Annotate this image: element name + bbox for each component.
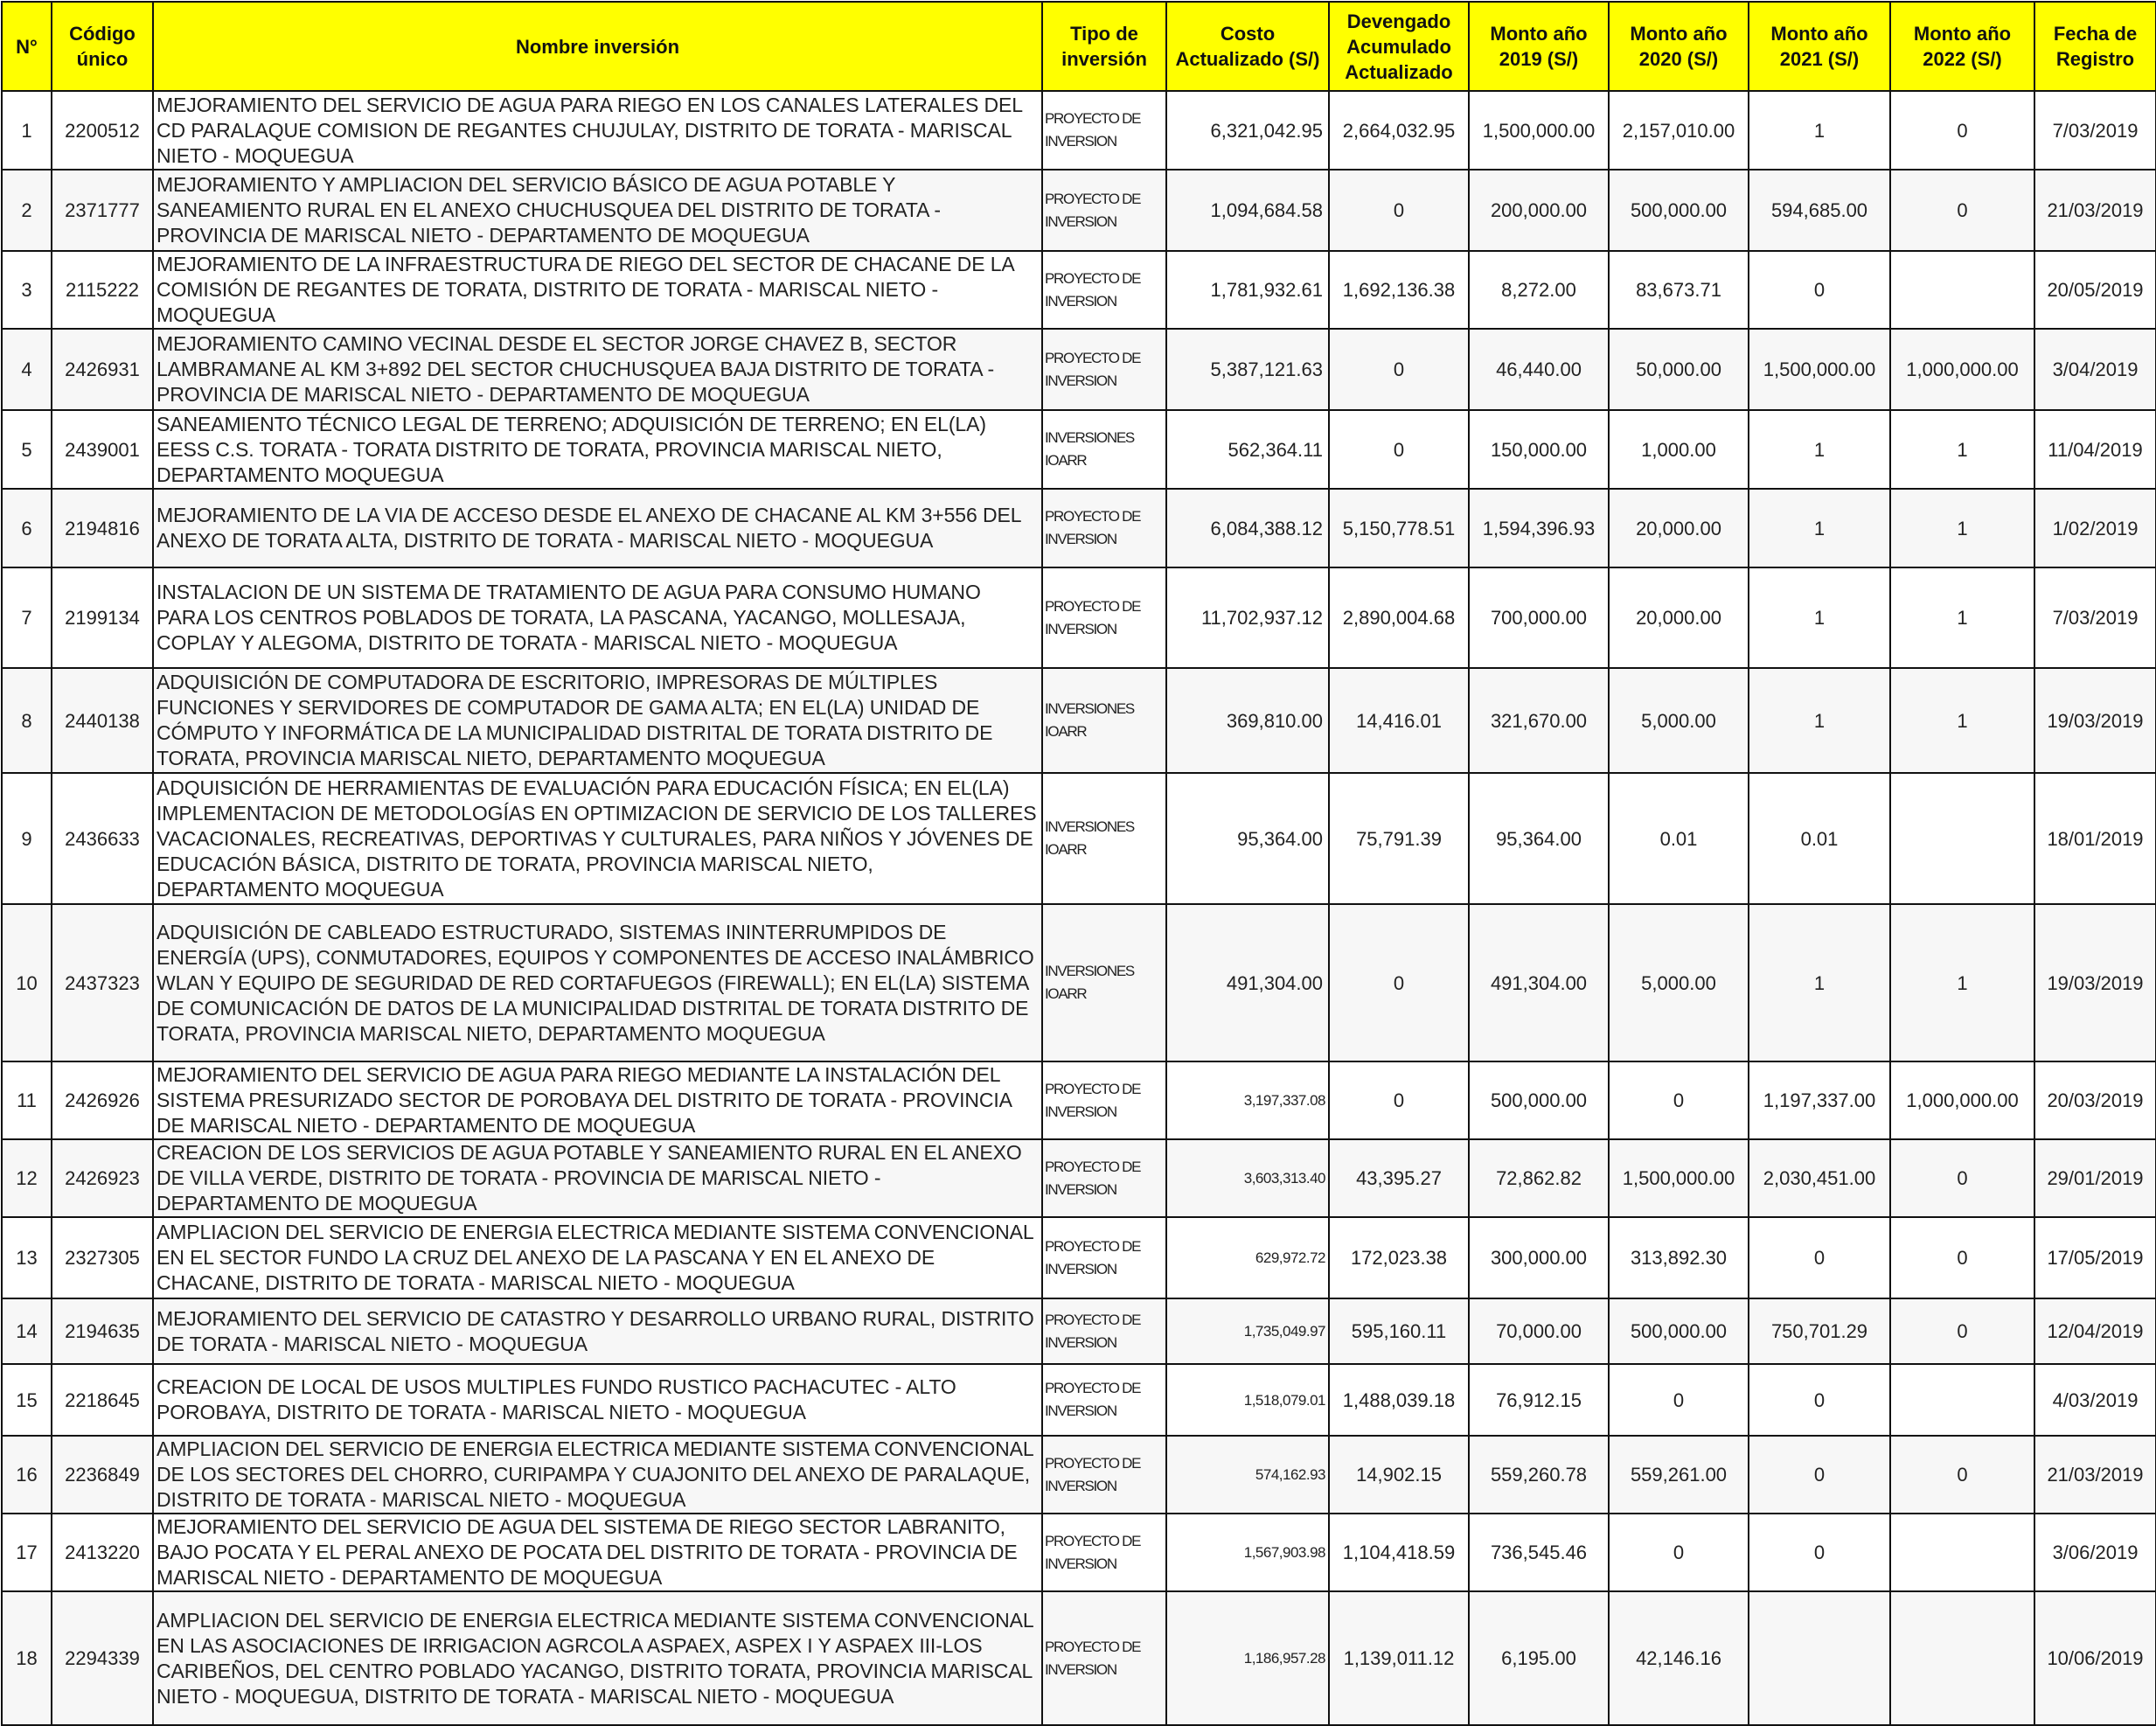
cell-devengado: 0 [1329,329,1469,410]
cell-devengado: 1,488,039.18 [1329,1364,1469,1436]
cell-nombre: MEJORAMIENTO DEL SERVICIO DE AGUA PARA RIEGO EN LOS CANALES LATERALES DEL CD PARALAQUE COMISION DE REGANTES CHUJULAY, DISTRITO DE TORATA - MARISCAL NIETO - MOQUEGUA [153,91,1042,170]
cell-tipo: PROYECTO DE INVERSION [1042,1061,1166,1139]
cell-codigo: 2426926 [52,1061,153,1139]
cell-fecha: 3/06/2019 [2034,1514,2156,1591]
cell-n: 10 [2,904,52,1061]
cell-n: 18 [2,1591,52,1725]
cell-monto-2019: 500,000.00 [1469,1061,1609,1139]
cell-monto-2021: 1 [1749,489,1890,567]
cell-fecha: 1/02/2019 [2034,489,2156,567]
cell-monto-2022: 1 [1890,567,2034,668]
cell-monto-2020: 50,000.00 [1609,329,1749,410]
cell-tipo: PROYECTO DE INVERSION [1042,1591,1166,1725]
cell-devengado: 0 [1329,1061,1469,1139]
cell-fecha: 7/03/2019 [2034,91,2156,170]
table-row [2,773,2156,904]
header-monto-2020: Monto año 2020 (S/) [1609,2,1749,91]
cell-costo: 369,810.00 [1166,668,1329,773]
cell-monto-2020: 1,500,000.00 [1609,1139,1749,1217]
table-row [2,410,2156,489]
cell-codigo: 2200512 [52,91,153,170]
cell-devengado: 14,416.01 [1329,668,1469,773]
cell-costo: 6,084,388.12 [1166,489,1329,567]
cell-tipo: PROYECTO DE INVERSION [1042,567,1166,668]
cell-nombre: MEJORAMIENTO CAMINO VECINAL DESDE EL SECTOR JORGE CHAVEZ B, SECTOR LAMBRAMANE AL KM 3+892 DEL SECTOR CHUCHUSQUEA BAJA DISTRITO DE TORATA - PROVINCIA DE MARISCAL NIETO - DEPARTAMENTO DE MOQUEGUA [153,329,1042,410]
cell-fecha: 19/03/2019 [2034,668,2156,773]
cell-tipo: INVERSIONES IOARR [1042,668,1166,773]
cell-n: 3 [2,251,52,329]
cell-devengado: 595,160.11 [1329,1298,1469,1364]
cell-fecha: 7/03/2019 [2034,567,2156,668]
cell-monto-2020: 42,146.16 [1609,1591,1749,1725]
cell-codigo: 2294339 [52,1591,153,1725]
cell-monto-2020: 0 [1609,1061,1749,1139]
table-row [2,1061,2156,1139]
cell-fecha: 4/03/2019 [2034,1364,2156,1436]
cell-n: 8 [2,668,52,773]
header-devengado: Devengado Acumulado Actualizado [1329,2,1469,91]
cell-nombre: MEJORAMIENTO DE LA INFRAESTRUCTURA DE RIEGO DEL SECTOR DE CHACANE DE LA COMISIÓN DE REGANTES DE TORATA, DISTRITO DE TORATA - MARISCAL NIETO - MOQUEGUA [153,251,1042,329]
table-row [2,329,2156,410]
cell-tipo: PROYECTO DE INVERSION [1042,1436,1166,1514]
cell-monto-2022 [1890,1591,2034,1725]
cell-monto-2019: 150,000.00 [1469,410,1609,489]
cell-monto-2019: 491,304.00 [1469,904,1609,1061]
table-row [2,170,2156,251]
cell-monto-2021: 1 [1749,904,1890,1061]
cell-monto-2021: 1,197,337.00 [1749,1061,1890,1139]
cell-fecha: 20/03/2019 [2034,1061,2156,1139]
cell-tipo: INVERSIONES IOARR [1042,904,1166,1061]
cell-monto-2019: 46,440.00 [1469,329,1609,410]
cell-monto-2019: 1,594,396.93 [1469,489,1609,567]
table-row [2,1364,2156,1436]
cell-devengado: 0 [1329,904,1469,1061]
cell-codigo: 2436633 [52,773,153,904]
cell-monto-2020: 0 [1609,1514,1749,1591]
cell-costo: 629,972.72 [1166,1217,1329,1298]
cell-costo: 562,364.11 [1166,410,1329,489]
cell-fecha: 21/03/2019 [2034,1436,2156,1514]
cell-monto-2020: 5,000.00 [1609,904,1749,1061]
cell-monto-2020: 20,000.00 [1609,489,1749,567]
cell-monto-2022 [1890,1364,2034,1436]
table-row [2,1298,2156,1364]
cell-nombre: AMPLIACION DEL SERVICIO DE ENERGIA ELECTRICA MEDIANTE SISTEMA CONVENCIONAL EN EL SECTOR FUNDO LA CRUZ DEL ANEXO DE LA PASCANA Y EN EL ANEXO DE CHACANE, DISTRITO DE TORATA - MARISCAL NIETO - MOQUEGUA [153,1217,1042,1298]
header-nombre: Nombre inversión [153,2,1042,91]
cell-monto-2021: 594,685.00 [1749,170,1890,251]
investments-table [1,1,2156,1726]
cell-tipo: PROYECTO DE INVERSION [1042,1217,1166,1298]
table-row [2,1139,2156,1217]
cell-monto-2022: 1 [1890,668,2034,773]
cell-devengado: 75,791.39 [1329,773,1469,904]
cell-tipo: PROYECTO DE INVERSION [1042,91,1166,170]
cell-devengado: 2,664,032.95 [1329,91,1469,170]
cell-monto-2020: 0.01 [1609,773,1749,904]
header-codigo: Código único [52,2,153,91]
cell-tipo: PROYECTO DE INVERSION [1042,329,1166,410]
cell-n: 14 [2,1298,52,1364]
cell-codigo: 2413220 [52,1514,153,1591]
cell-monto-2022: 1 [1890,904,2034,1061]
cell-tipo: PROYECTO DE INVERSION [1042,1139,1166,1217]
cell-codigo: 2199134 [52,567,153,668]
cell-monto-2020: 2,157,010.00 [1609,91,1749,170]
cell-monto-2022: 0 [1890,1139,2034,1217]
table-row [2,1436,2156,1514]
cell-tipo: PROYECTO DE INVERSION [1042,1514,1166,1591]
cell-devengado: 1,139,011.12 [1329,1591,1469,1725]
cell-codigo: 2194635 [52,1298,153,1364]
cell-fecha: 3/04/2019 [2034,329,2156,410]
cell-monto-2021: 0 [1749,1514,1890,1591]
cell-n: 6 [2,489,52,567]
cell-monto-2019: 95,364.00 [1469,773,1609,904]
cell-codigo: 2218645 [52,1364,153,1436]
cell-costo: 11,702,937.12 [1166,567,1329,668]
cell-devengado: 14,902.15 [1329,1436,1469,1514]
cell-monto-2021: 1 [1749,91,1890,170]
cell-tipo: PROYECTO DE INVERSION [1042,489,1166,567]
cell-nombre: MEJORAMIENTO DEL SERVICIO DE AGUA DEL SISTEMA DE RIEGO SECTOR LABRANITO, BAJO POCATA Y EL PERAL ANEXO DE POCATA DEL DISTRITO DE TORATA - PROVINCIA DE MARISCAL NIETO - DEPARTAMENTO DE MOQUEGUA [153,1514,1042,1591]
cell-tipo: INVERSIONES IOARR [1042,773,1166,904]
cell-fecha: 29/01/2019 [2034,1139,2156,1217]
cell-monto-2019: 559,260.78 [1469,1436,1609,1514]
table-row [2,251,2156,329]
cell-nombre: AMPLIACION DEL SERVICIO DE ENERGIA ELECTRICA MEDIANTE SISTEMA CONVENCIONAL EN LAS ASOCIACIONES DE IRRIGACION AGRCOLA ASPAEX, ASPEX I Y ASPAEX III-LOS CARIBEÑOS, DEL CENTRO POBLADO YACANGO, DISTRITO TORATA, PROVINCIA MARISCAL NIETO - MOQUEGUA, DISTRITO DE TORATA - MARISCAL NIETO - MOQUEGUA [153,1591,1042,1725]
table-row [2,91,2156,170]
cell-monto-2022: 1 [1890,489,2034,567]
header-fecha: Fecha de Registro [2034,2,2156,91]
cell-devengado: 1,692,136.38 [1329,251,1469,329]
table-row [2,489,2156,567]
header-monto-2022: Monto año 2022 (S/) [1890,2,2034,91]
cell-nombre: ADQUISICIÓN DE COMPUTADORA DE ESCRITORIO, IMPRESORAS DE MÚLTIPLES FUNCIONES Y SERVIDORES DE COMPUTADOR DE GAMA ALTA; EN EL(LA) UNIDAD DE CÓMPUTO Y INFORMÁTICA DE LA MUNICIPALIDAD DISTRITAL DE TORATA DISTRITO DE TORATA, PROVINCIA MARISCAL NIETO, DEPARTAMENTO MOQUEGUA [153,668,1042,773]
cell-tipo: PROYECTO DE INVERSION [1042,251,1166,329]
cell-costo: 1,094,684.58 [1166,170,1329,251]
cell-codigo: 2426923 [52,1139,153,1217]
cell-monto-2022 [1890,1514,2034,1591]
cell-monto-2019: 70,000.00 [1469,1298,1609,1364]
cell-costo: 1,567,903.98 [1166,1514,1329,1591]
cell-monto-2022 [1890,773,2034,904]
cell-n: 5 [2,410,52,489]
table-row [2,668,2156,773]
cell-devengado: 43,395.27 [1329,1139,1469,1217]
cell-devengado: 1,104,418.59 [1329,1514,1469,1591]
cell-n: 17 [2,1514,52,1591]
cell-monto-2022: 0 [1890,1217,2034,1298]
cell-fecha: 20/05/2019 [2034,251,2156,329]
table-row [2,567,2156,668]
cell-nombre: SANEAMIENTO TÉCNICO LEGAL DE TERRENO; ADQUISICIÓN DE TERRENO; EN EL(LA) EESS C.S. TORATA - TORATA DISTRITO DE TORATA, PROVINCIA MARISCAL NIETO, DEPARTAMENTO MOQUEGUA [153,410,1042,489]
header-row [2,2,2156,91]
cell-devengado: 172,023.38 [1329,1217,1469,1298]
cell-n: 16 [2,1436,52,1514]
cell-monto-2019: 321,670.00 [1469,668,1609,773]
cell-monto-2020: 500,000.00 [1609,170,1749,251]
cell-costo: 1,186,957.28 [1166,1591,1329,1725]
cell-nombre: CREACION DE LOS SERVICIOS DE AGUA POTABLE Y SANEAMIENTO RURAL EN EL ANEXO DE VILLA VERDE, DISTRITO DE TORATA - PROVINCIA DE MARISCAL NIETO - DEPARTAMENTO DE MOQUEGUA [153,1139,1042,1217]
cell-costo: 3,197,337.08 [1166,1061,1329,1139]
cell-nombre: CREACION DE LOCAL DE USOS MULTIPLES FUNDO RUSTICO PACHACUTEC - ALTO POROBAYA, DISTRITO DE TORATA - MARISCAL NIETO - MOQUEGUA [153,1364,1042,1436]
cell-costo: 95,364.00 [1166,773,1329,904]
cell-devengado: 5,150,778.51 [1329,489,1469,567]
cell-monto-2022: 0 [1890,1298,2034,1364]
cell-monto-2021: 1 [1749,567,1890,668]
cell-n: 1 [2,91,52,170]
header-n: N° [2,2,52,91]
cell-costo: 491,304.00 [1166,904,1329,1061]
cell-monto-2020: 20,000.00 [1609,567,1749,668]
cell-tipo: PROYECTO DE INVERSION [1042,170,1166,251]
cell-codigo: 2440138 [52,668,153,773]
cell-n: 11 [2,1061,52,1139]
cell-codigo: 2439001 [52,410,153,489]
cell-n: 13 [2,1217,52,1298]
cell-nombre: MEJORAMIENTO DE LA VIA DE ACCESO DESDE EL ANEXO DE CHACANE AL KM 3+556 DEL ANEXO DE TORATA ALTA, DISTRITO DE TORATA - MARISCAL NIETO - MOQUEGUA [153,489,1042,567]
cell-costo: 6,321,042.95 [1166,91,1329,170]
cell-monto-2022: 1 [1890,410,2034,489]
table-row [2,904,2156,1061]
cell-devengado: 0 [1329,170,1469,251]
cell-monto-2020: 83,673.71 [1609,251,1749,329]
cell-monto-2020: 0 [1609,1364,1749,1436]
cell-costo: 1,518,079.01 [1166,1364,1329,1436]
cell-n: 7 [2,567,52,668]
cell-codigo: 2236849 [52,1436,153,1514]
cell-n: 15 [2,1364,52,1436]
cell-monto-2019: 700,000.00 [1469,567,1609,668]
cell-monto-2021: 1 [1749,410,1890,489]
cell-monto-2021: 0 [1749,1436,1890,1514]
cell-monto-2019: 8,272.00 [1469,251,1609,329]
cell-monto-2022: 0 [1890,1436,2034,1514]
cell-nombre: ADQUISICIÓN DE HERRAMIENTAS DE EVALUACIÓN PARA EDUCACIÓN FÍSICA; EN EL(LA) IMPLEMENTACION DE METODOLOGÍAS EN OPTIMIZACION DE SERVICIO DE LOS TALLERES VACACIONALES, RECREATIVAS, DEPORTIVAS Y CULTURALES, PARA NIÑOS Y JÓVENES DE EDUCACIÓN BÁSICA, DISTRITO DE TORATA, PROVINCIA MARISCAL NIETO, DEPARTAMENTO MOQUEGUA [153,773,1042,904]
cell-nombre: MEJORAMIENTO DEL SERVICIO DE AGUA PARA RIEGO MEDIANTE LA INSTALACIÓN DEL SISTEMA PRESURIZADO SECTOR DE POROBAYA DEL DISTRITO DE TORATA - PROVINCIA DE MARISCAL NIETO - DEPARTAMENTO DE MOQUEGUA [153,1061,1042,1139]
cell-monto-2021: 0 [1749,1217,1890,1298]
cell-codigo: 2115222 [52,251,153,329]
cell-n: 2 [2,170,52,251]
cell-costo: 1,735,049.97 [1166,1298,1329,1364]
cell-devengado: 2,890,004.68 [1329,567,1469,668]
cell-nombre: INSTALACION DE UN SISTEMA DE TRATAMIENTO DE AGUA PARA CONSUMO HUMANO PARA LOS CENTROS POBLADOS DE TORATA, LA PASCANA, YACANGO, MOLLESAJA, COPLAY Y ALEGOMA, DISTRITO DE TORATA - MARISCAL NIETO - MOQUEGUA [153,567,1042,668]
cell-monto-2021 [1749,1591,1890,1725]
cell-monto-2021: 2,030,451.00 [1749,1139,1890,1217]
cell-codigo: 2426931 [52,329,153,410]
cell-fecha: 19/03/2019 [2034,904,2156,1061]
cell-n: 4 [2,329,52,410]
cell-monto-2020: 1,000.00 [1609,410,1749,489]
cell-monto-2020: 5,000.00 [1609,668,1749,773]
cell-monto-2020: 313,892.30 [1609,1217,1749,1298]
cell-monto-2021: 1 [1749,668,1890,773]
table-row [2,1217,2156,1298]
header-monto-2019: Monto año 2019 (S/) [1469,2,1609,91]
header-tipo: Tipo de inversión [1042,2,1166,91]
cell-fecha: 12/04/2019 [2034,1298,2156,1364]
table-row [2,1591,2156,1725]
cell-monto-2019: 1,500,000.00 [1469,91,1609,170]
cell-codigo: 2371777 [52,170,153,251]
cell-codigo: 2327305 [52,1217,153,1298]
cell-monto-2019: 72,862.82 [1469,1139,1609,1217]
cell-monto-2020: 500,000.00 [1609,1298,1749,1364]
cell-fecha: 11/04/2019 [2034,410,2156,489]
cell-n: 9 [2,773,52,904]
cell-fecha: 10/06/2019 [2034,1591,2156,1725]
header-monto-2021: Monto año 2021 (S/) [1749,2,1890,91]
cell-nombre: AMPLIACION DEL SERVICIO DE ENERGIA ELECTRICA MEDIANTE SISTEMA CONVENCIONAL DE LOS SECTORES DEL CHORRO, CURIPAMPA Y CUAJONITO DEL ANEXO DE PARALAQUE, DISTRITO DE TORATA - MARISCAL NIETO - MOQUEGUA [153,1436,1042,1514]
cell-monto-2021: 750,701.29 [1749,1298,1890,1364]
cell-monto-2022: 1,000,000.00 [1890,329,2034,410]
cell-monto-2019: 736,545.46 [1469,1514,1609,1591]
cell-monto-2022: 1,000,000.00 [1890,1061,2034,1139]
cell-monto-2019: 200,000.00 [1469,170,1609,251]
cell-tipo: PROYECTO DE INVERSION [1042,1364,1166,1436]
cell-monto-2019: 76,912.15 [1469,1364,1609,1436]
cell-monto-2022 [1890,251,2034,329]
cell-nombre: MEJORAMIENTO Y AMPLIACION DEL SERVICIO BÁSICO DE AGUA POTABLE Y SANEAMIENTO RURAL EN EL ANEXO CHUCHUSQUEA DEL DISTRITO DE TORATA - PROVINCIA DE MARISCAL NIETO - DEPARTAMENTO DE MOQUEGUA [153,170,1042,251]
cell-monto-2021: 1,500,000.00 [1749,329,1890,410]
cell-tipo: PROYECTO DE INVERSION [1042,1298,1166,1364]
cell-fecha: 21/03/2019 [2034,170,2156,251]
cell-monto-2019: 6,195.00 [1469,1591,1609,1725]
cell-monto-2021: 0 [1749,1364,1890,1436]
cell-costo: 1,781,932.61 [1166,251,1329,329]
header-costo: Costo Actualizado (S/) [1166,2,1329,91]
cell-monto-2021: 0.01 [1749,773,1890,904]
cell-fecha: 17/05/2019 [2034,1217,2156,1298]
cell-costo: 574,162.93 [1166,1436,1329,1514]
cell-tipo: INVERSIONES IOARR [1042,410,1166,489]
cell-nombre: MEJORAMIENTO DEL SERVICIO DE CATASTRO Y DESARROLLO URBANO RURAL, DISTRITO DE TORATA - MARISCAL NIETO - MOQUEGUA [153,1298,1042,1364]
cell-monto-2021: 0 [1749,251,1890,329]
cell-monto-2020: 559,261.00 [1609,1436,1749,1514]
cell-fecha: 18/01/2019 [2034,773,2156,904]
cell-monto-2019: 300,000.00 [1469,1217,1609,1298]
cell-monto-2022: 0 [1890,170,2034,251]
table-row [2,1514,2156,1591]
cell-devengado: 0 [1329,410,1469,489]
cell-costo: 5,387,121.63 [1166,329,1329,410]
cell-nombre: ADQUISICIÓN DE CABLEADO ESTRUCTURADO, SISTEMAS ININTERRUMPIDOS DE ENERGÍA (UPS), CONMUTADORES, EQUIPOS Y COMPONENTES DE ACCESO INALÁMBRICO WLAN Y EQUIPO DE SEGURIDAD DE RED CORTAFUEGOS (FIREWALL); EN EL(LA) SISTEMA DE COMUNICACIÓN DE DATOS DE LA MUNICIPALIDAD DISTRITAL DE TORATA DISTRITO DE TORATA, PROVINCIA MARISCAL NIETO, DEPARTAMENTO MOQUEGUA [153,904,1042,1061]
cell-n: 12 [2,1139,52,1217]
cell-monto-2022: 0 [1890,91,2034,170]
cell-codigo: 2437323 [52,904,153,1061]
cell-codigo: 2194816 [52,489,153,567]
cell-costo: 3,603,313.40 [1166,1139,1329,1217]
